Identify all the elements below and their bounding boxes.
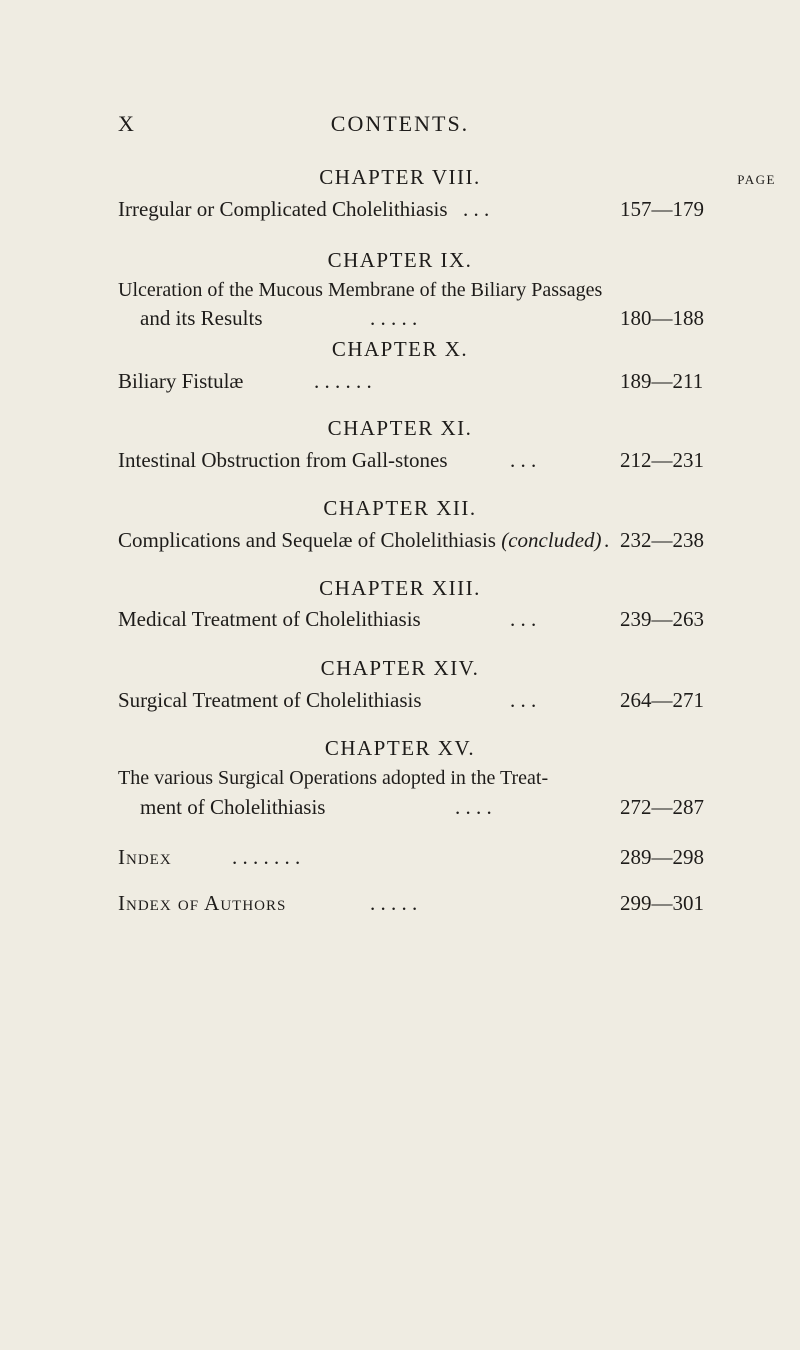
dot-leaders: . . .: [510, 607, 537, 631]
dot-leaders: . . . . .: [370, 891, 418, 915]
chapter-title: Irregular or Complicated Cholelithiasis: [118, 197, 448, 221]
page-range: 299—301: [620, 891, 704, 915]
chapter-heading: CHAPTER XIV.: [320, 656, 480, 680]
chapter-title-text: Complications and Sequelæ of Cholelithiasis: [118, 528, 496, 552]
page-range: 157—179: [620, 197, 704, 221]
page-title: CONTENTS.: [330, 111, 470, 136]
page-column-label: PAGE: [737, 172, 776, 187]
chapter-title: [118, 528, 602, 553]
index-title: Index: [118, 845, 172, 869]
chapter-heading: CHAPTER X.: [331, 337, 469, 361]
chapter-title: Surgical Treatment of Cholelithiasis: [118, 688, 422, 712]
page-range: 180—188: [620, 306, 704, 330]
dot-leaders: . . .: [510, 448, 537, 472]
dot-leaders: . . . .: [455, 795, 492, 819]
dot-leaders: . . . . . .: [314, 369, 372, 393]
chapter-title: Biliary Fistulæ: [118, 369, 244, 393]
chapter-heading: CHAPTER VIII.: [319, 165, 481, 189]
chapter-heading: CHAPTER XII.: [323, 496, 477, 520]
dot-leaders: . . .: [463, 197, 490, 221]
page-range: 189—211: [620, 369, 704, 393]
dot-leaders: .: [604, 528, 610, 552]
chapter-title: Ulceration of the Mucous Membrane of the Biliary Passages: [118, 279, 603, 301]
chapter-title-continued: and its Results: [140, 306, 263, 330]
chapter-title-note: (concluded): [501, 528, 602, 552]
chapter-title: Intestinal Obstruction from Gall-stones: [118, 448, 448, 472]
index-authors-title: Index of Authors: [118, 891, 287, 915]
chapter-heading: CHAPTER XIII.: [319, 576, 481, 600]
chapter-heading: CHAPTER XI.: [327, 416, 473, 440]
chapter-title: Medical Treatment of Cholelithiasis: [118, 607, 421, 631]
dot-leaders: . . . . .: [370, 306, 418, 330]
page-range: 232—238: [620, 528, 704, 552]
page-range: 212—231: [620, 448, 704, 472]
chapter-title: The various Surgical Operations adopted in the Treat-: [118, 767, 549, 789]
chapter-heading: CHAPTER IX.: [327, 248, 473, 272]
page-range: 264—271: [620, 688, 704, 712]
dot-leaders: . . . . . . .: [232, 845, 301, 869]
chapter-heading: CHAPTER XV.: [324, 736, 476, 760]
page-range: 289—298: [620, 845, 704, 869]
page-number: X: [118, 111, 135, 136]
page-range: 239—263: [620, 607, 704, 631]
dot-leaders: . . .: [510, 688, 537, 712]
page-range: 272—287: [620, 795, 704, 819]
chapter-title-continued: ment of Cholelithiasis: [140, 795, 326, 819]
